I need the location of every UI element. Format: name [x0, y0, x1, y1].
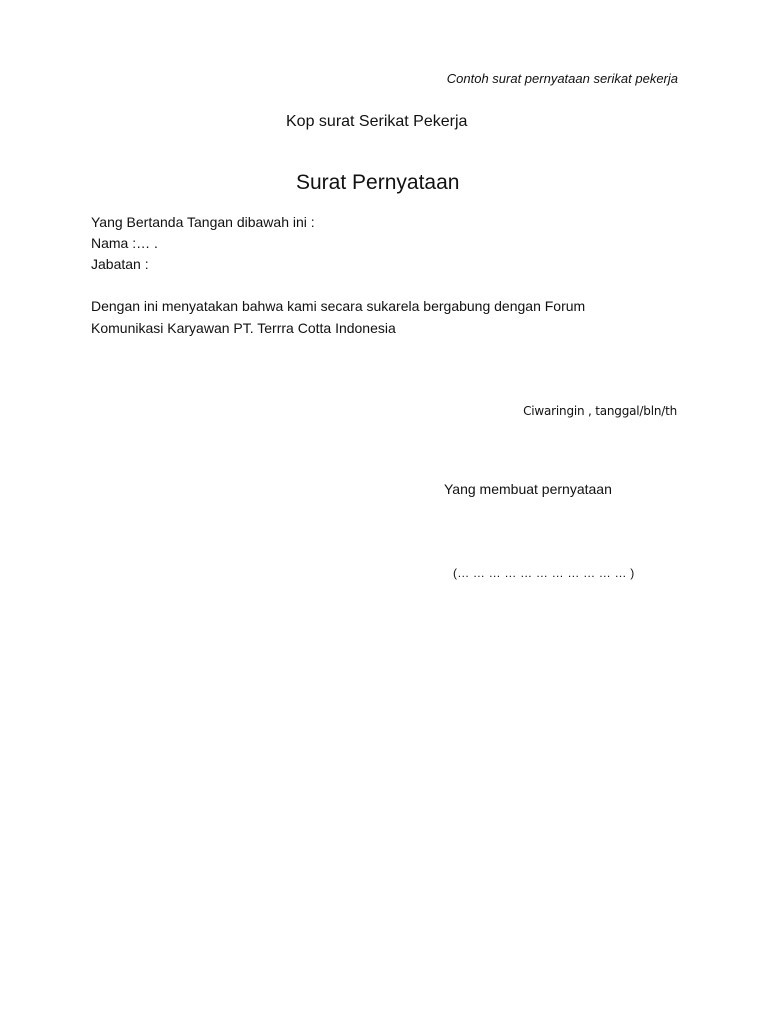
position-field-label: Jabatan :: [91, 256, 149, 272]
header-note: Contoh surat pernyataan serikat pekerja: [446, 71, 678, 86]
statement-paragraph: [91, 295, 651, 339]
statement-line: Komunikasi Karyawan PT. Terrra Cotta Indonesia: [91, 320, 396, 336]
signature-placeholder: (… … … … … … … … … … … ): [453, 566, 635, 580]
place-date-text: Ciwaringin , tanggal/bln/th: [523, 404, 677, 418]
name-field-label: Nama :… .: [91, 235, 158, 251]
letterhead-text: Kop surat Serikat Pekerja: [286, 113, 468, 130]
statement-line: Dengan ini menyatakan bahwa kami secara sukarela bergabung dengan Forum: [91, 298, 586, 314]
document-title: Surat Pernyataan: [296, 171, 460, 194]
signatory-intro: Yang Bertanda Tangan dibawah ini :: [91, 214, 315, 230]
maker-label: Yang membuat pernyataan: [444, 481, 612, 497]
